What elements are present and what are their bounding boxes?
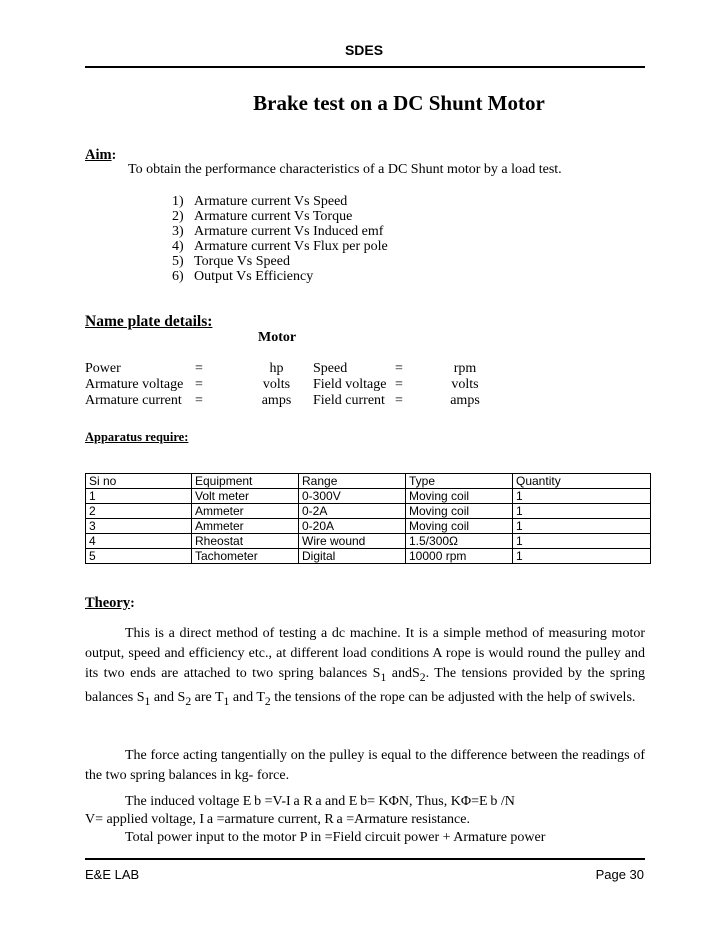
objective-text: Armature current Vs Induced emf [194, 224, 384, 239]
objective-item [172, 194, 388, 209]
apparatus-cell: Volt meter [192, 489, 299, 504]
footer-left: E&E LAB [85, 867, 140, 882]
objective-item [172, 209, 388, 224]
apparatus-cell: Rheostat [192, 534, 299, 549]
header-rule [85, 66, 645, 68]
page-header: SDES [344, 42, 384, 58]
nameplate-cell: Armature voltage [85, 377, 184, 392]
aim-text: To obtain the performance characteristics of a DC Shunt motor by a load test. [128, 162, 562, 177]
objective-item [172, 224, 388, 239]
apparatus-cell: 1 [513, 504, 651, 519]
apparatus-cell: 1 [86, 489, 192, 504]
objective-text: Armature current Vs Flux per pole [194, 239, 388, 254]
theory-p1-text: the tensions of the rope can be adjusted with the help of swivels. [270, 689, 636, 705]
apparatus-cell: Moving coil [406, 519, 513, 534]
apparatus-column-header: Equipment [192, 474, 299, 489]
apparatus-column-header: Type [406, 474, 513, 489]
apparatus-header-row [86, 474, 651, 489]
nameplate-subheading: Motor [258, 330, 297, 345]
apparatus-column-header: Quantity [513, 474, 651, 489]
apparatus-row [86, 549, 651, 564]
apparatus-cell: 10000 rpm [406, 549, 513, 564]
aim-label: Aim [85, 147, 112, 163]
objective-number: 5) [172, 254, 184, 269]
nameplate-cell: = [195, 361, 203, 376]
theory-p1-sub: 1 [144, 694, 151, 708]
apparatus-cell: Moving coil [406, 504, 513, 519]
objective-number: 2) [172, 209, 184, 224]
objective-text: Torque Vs Speed [194, 254, 290, 269]
theory-p1-text: and T [229, 689, 265, 705]
nameplate-cell: volts [451, 377, 479, 392]
footer-rule [85, 858, 645, 860]
theory-colon: : [130, 596, 135, 611]
nameplate-cell: = [195, 377, 203, 392]
theory-p1-sub: 2 [185, 694, 192, 708]
apparatus-cell: 3 [86, 519, 192, 534]
theory-p1-text: . The tensions provided by the spring balances S [85, 666, 646, 705]
apparatus-cell: Wire wound [299, 534, 406, 549]
theory-p1-sub: 2 [264, 694, 271, 708]
apparatus-cell: Tachometer [192, 549, 299, 564]
nameplate-cell: Speed [313, 361, 348, 376]
apparatus-row [86, 504, 651, 519]
apparatus-row [86, 519, 651, 534]
theory-p1-sub: 1 [223, 694, 230, 708]
theory-p1-sub: 2 [419, 670, 426, 684]
apparatus-cell: Moving coil [406, 489, 513, 504]
objective-text: Armature current Vs Speed [194, 194, 348, 209]
theory-p1-text: This is a direct method of testing a dc machine. It is a simple method of measuring motor output, speed and efficiency etc., at different load conditions A rope is would round the pulley and its two ends are attached to two spring balances S [85, 626, 645, 681]
aim-heading [85, 146, 116, 164]
objective-list [172, 194, 388, 284]
theory-formula-line-2: V= applied voltage, I a =armature current, R a =Armature resistance. [85, 812, 470, 827]
nameplate-cell: amps [450, 393, 480, 408]
aim-colon: : [111, 148, 117, 163]
theory-label: Theory [85, 595, 131, 611]
apparatus-cell: 0-2A [299, 504, 406, 519]
nameplate-cell: amps [261, 393, 292, 408]
apparatus-cell: 1 [513, 519, 651, 534]
apparatus-cell: 1.5/300Ω [406, 534, 513, 549]
nameplate-cell: = [395, 361, 403, 376]
theory-heading [85, 594, 135, 612]
apparatus-column-header: Si no [86, 474, 192, 489]
nameplate-cell: = [195, 393, 203, 408]
theory-p1-text: are T [191, 689, 224, 705]
theory-p1-text: and S [150, 689, 186, 705]
apparatus-cell: 1 [513, 534, 651, 549]
apparatus-cell: 5 [86, 549, 192, 564]
apparatus-heading: Apparatus require: [85, 430, 189, 444]
apparatus-column-header: Range [299, 474, 406, 489]
apparatus-cell: 4 [86, 534, 192, 549]
nameplate-cell: = [395, 377, 403, 392]
theory-p1-sub: 1 [380, 670, 387, 684]
nameplate-cell: Armature current [85, 393, 182, 408]
objective-text: Armature current Vs Torque [194, 209, 353, 224]
nameplate-table [85, 361, 495, 409]
nameplate-row [85, 361, 495, 377]
apparatus-row [86, 534, 651, 549]
nameplate-cell: = [395, 393, 403, 408]
theory-p1-text: andS [386, 666, 420, 681]
apparatus-cell: 1 [513, 489, 651, 504]
theory-formula-line-1: The induced voltage E b =V-I a R a and E b= KΦN, Thus, KΦ=E b /N [125, 794, 515, 809]
theory-paragraph-2: The force acting tangentially on the pulley is equal to the difference between the readings of the two spring balances in kg- force. [85, 748, 645, 783]
nameplate-cell: rpm [453, 361, 477, 376]
objective-item [172, 239, 388, 254]
nameplate-cell: Power [85, 361, 121, 376]
apparatus-cell: 0-20A [299, 519, 406, 534]
nameplate-cell: Field voltage [313, 377, 387, 392]
apparatus-cell: Ammeter [192, 519, 299, 534]
apparatus-row [86, 489, 651, 504]
nameplate-cell: hp [269, 361, 284, 376]
nameplate-row [85, 393, 495, 409]
objective-item [172, 269, 388, 284]
nameplate-cell: Field current [313, 393, 385, 408]
theory-paragraph-1 [85, 624, 645, 712]
page-title: Brake test on a DC Shunt Motor [253, 91, 545, 115]
apparatus-cell: Ammeter [192, 504, 299, 519]
objective-number: 4) [172, 239, 184, 254]
apparatus-table [85, 473, 651, 564]
nameplate-cell: volts [262, 377, 291, 392]
objective-item [172, 254, 388, 269]
apparatus-cell: 1 [513, 549, 651, 564]
theory-formula-line-3: Total power input to the motor P in =Field circuit power + Armature power [125, 830, 546, 845]
objective-number: 1) [172, 194, 184, 209]
apparatus-cell: 0-300V [299, 489, 406, 504]
footer-page-number: Page 30 [595, 867, 644, 882]
nameplate-row [85, 377, 495, 393]
objective-text: Output Vs Efficiency [194, 269, 314, 284]
objective-number: 3) [172, 224, 184, 239]
apparatus-cell: Digital [299, 549, 406, 564]
objective-number: 6) [172, 269, 184, 284]
nameplate-heading: Name plate details: [85, 313, 213, 330]
apparatus-cell: 2 [86, 504, 192, 519]
